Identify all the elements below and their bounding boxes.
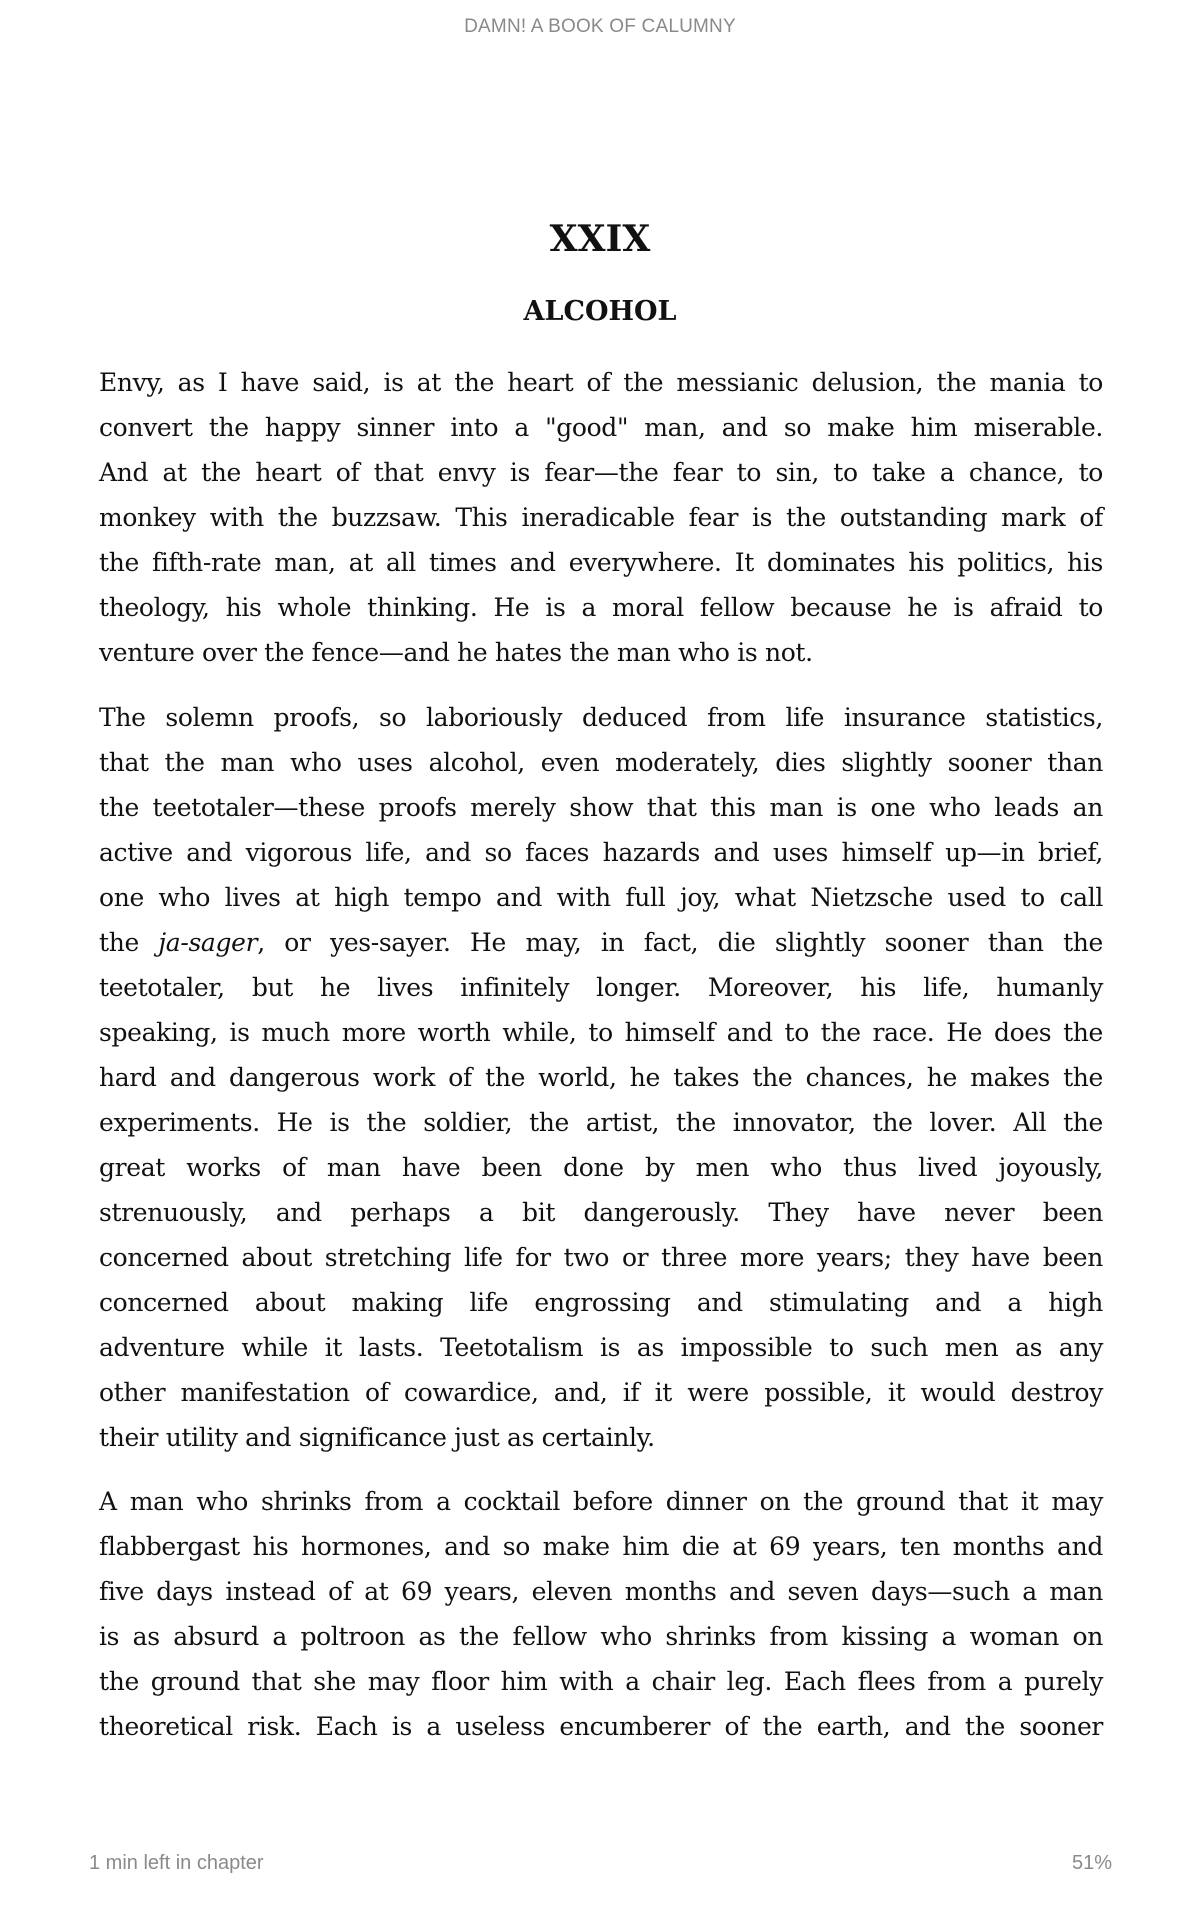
reading-progress-percent[interactable]: 51% <box>1071 1852 1112 1874</box>
text-line: the fifth-rate man, at all times and everywhere. It dominates his politics, his <box>99 548 1103 577</box>
text-line: the teetotaler—these proofs merely show that this man is one who leads an <box>99 793 1103 822</box>
text-line: speaking, is much more worth while, to himself and to the race. He does the <box>99 1018 1103 1047</box>
text-line: And at the heart of that envy is fear—the fear to sin, to take a chance, to <box>99 458 1103 487</box>
text-line: hard and dangerous work of the world, he takes the chances, he makes the <box>99 1063 1103 1092</box>
text-line: Envy, as I have said, is at the heart of the messianic delusion, the mania to <box>99 368 1103 397</box>
text-line: theology, his whole thinking. He is a moral fellow because he is afraid to <box>99 593 1103 622</box>
text-line: is as absurd a poltroon as the fellow who shrinks from kissing a woman on <box>99 1622 1103 1651</box>
paragraph <box>99 360 1103 675</box>
text-run: the <box>99 928 159 957</box>
paragraph <box>99 695 1103 1460</box>
text-line: concerned about making life engrossing and stimulating and a high <box>99 1288 1103 1317</box>
text-line: theoretical risk. Each is a useless encumberer of the earth, and the sooner <box>99 1712 1103 1741</box>
text-line <box>99 920 1103 965</box>
text-line: the ground that she may floor him with a chair leg. Each flees from a purely <box>99 1667 1103 1696</box>
chapter-number: XXIX <box>549 218 651 260</box>
time-left-in-chapter[interactable]: 1 min left in chapter <box>89 1852 264 1874</box>
book-title-header[interactable]: DAMN! A BOOK OF CALUMNY <box>464 16 736 37</box>
text-line: concerned about stretching life for two or three more years; they have been <box>99 1243 1103 1272</box>
text-line: adventure while it lasts. Teetotalism is as impossible to such men as any <box>99 1333 1103 1362</box>
text-line: A man who shrinks from a cocktail before dinner on the ground that it may <box>99 1487 1103 1516</box>
text-line: five days instead of at 69 years, eleven months and seven days—such a man <box>99 1577 1103 1606</box>
paragraph <box>99 1479 1103 1749</box>
text-line: venture over the fence—and he hates the man who is not. <box>99 638 813 667</box>
text-line: great works of man have been done by men who thus lived joyously, <box>99 1153 1103 1182</box>
text-line: convert the happy sinner into a "good" man, and so make him miserable. <box>99 413 1103 442</box>
text-line: experiments. He is the soldier, the artist, the innovator, the lover. All the <box>99 1108 1103 1137</box>
italic-term: ja-sager <box>158 928 258 957</box>
text-line: flabbergast his hormones, and so make him die at 69 years, ten months and <box>99 1532 1103 1561</box>
text-line: one who lives at high tempo and with full joy, what Nietzsche used to call <box>99 883 1103 912</box>
text-line: monkey with the buzzsaw. This ineradicable fear is the outstanding mark of <box>99 503 1103 532</box>
text-line: other manifestation of cowardice, and, if it were possible, it would destroy <box>99 1378 1103 1407</box>
text-line: strenuously, and perhaps a bit dangerously. They have never been <box>99 1198 1103 1227</box>
text-line: teetotaler, but he lives infinitely longer. Moreover, his life, humanly <box>99 973 1103 1002</box>
text-line: that the man who uses alcohol, even moderately, dies slightly sooner than <box>99 748 1103 777</box>
text-line: their utility and significance just as certainly. <box>99 1423 655 1452</box>
chapter-title: ALCOHOL <box>523 296 677 327</box>
text-run: , or yes-sayer. He may, in fact, die slightly sooner than the <box>257 928 1103 957</box>
text-line: The solemn proofs, so laboriously deduced from life insurance statistics, <box>99 703 1103 732</box>
text-line: active and vigorous life, and so faces hazards and uses himself up—in brief, <box>99 838 1103 867</box>
